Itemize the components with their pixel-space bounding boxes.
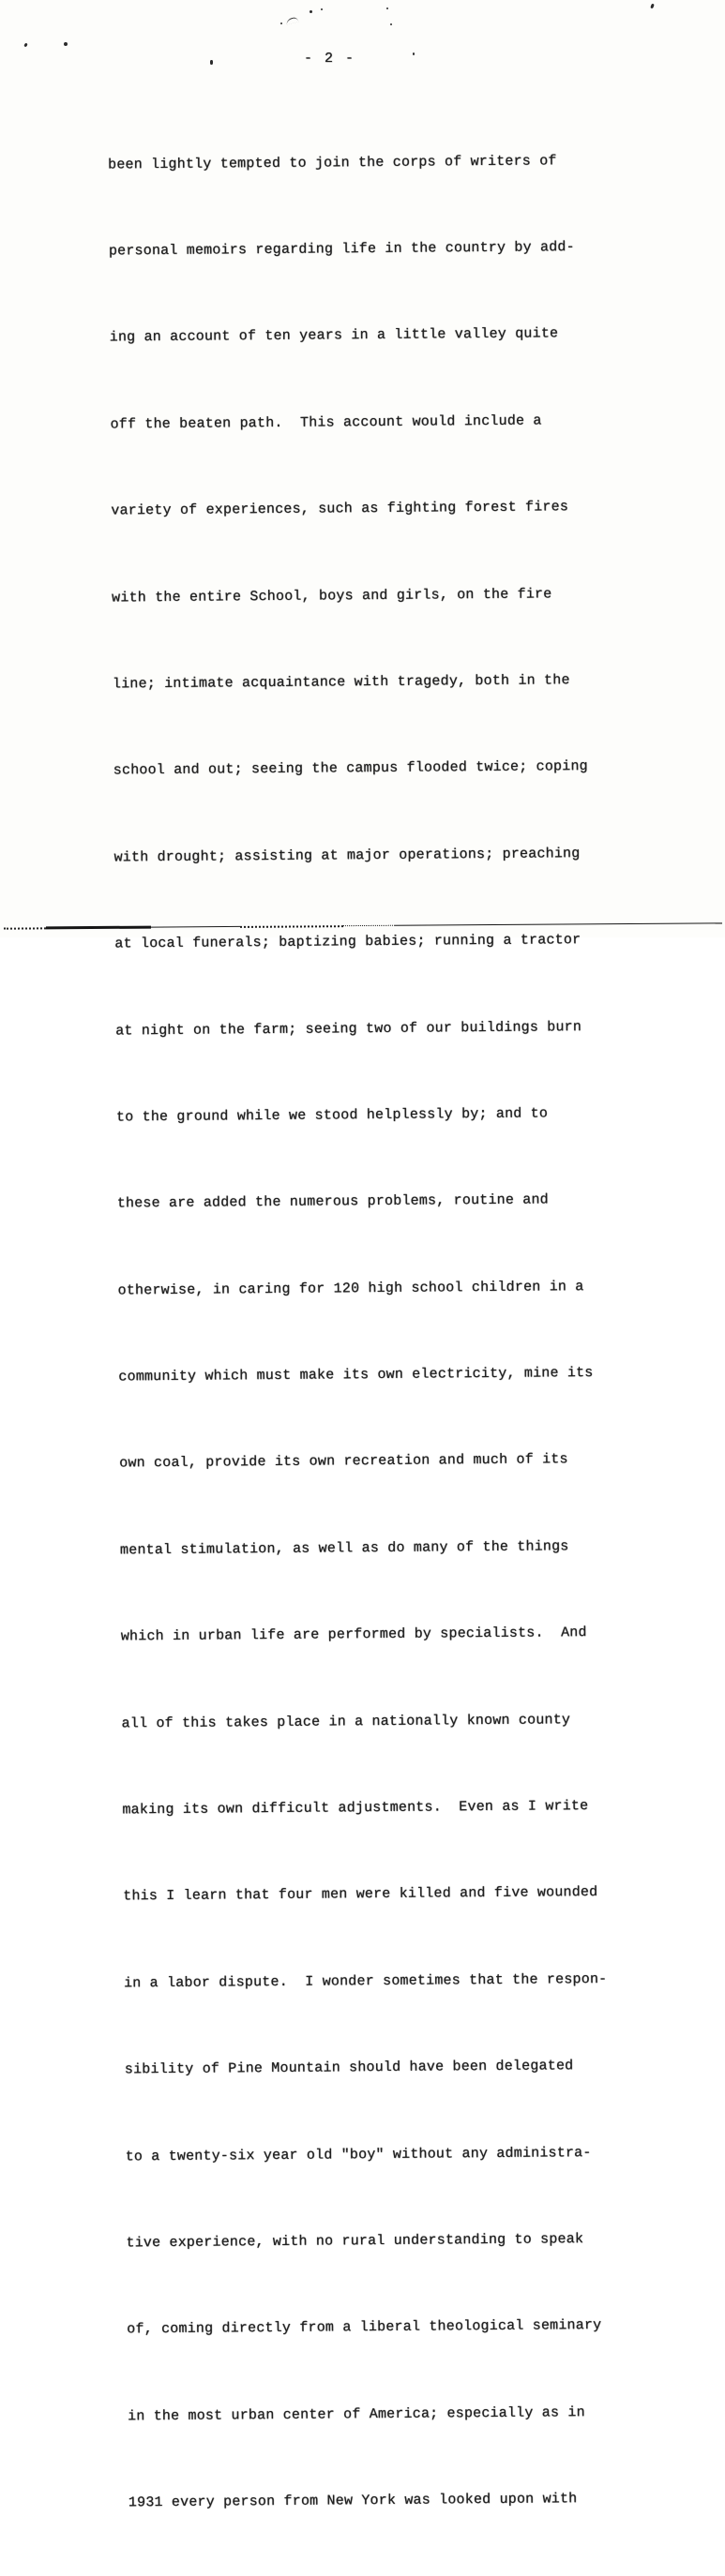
page-number: - 2 -: [304, 51, 356, 67]
scan-speck: [210, 60, 213, 65]
text-line: own coal, provide its own recreation and much of its: [119, 1451, 568, 1472]
edge-line-segment: [46, 926, 151, 930]
text-line: ing an account of ten years in a little valley quite: [109, 325, 559, 346]
text-line: with the entire School, boys and girls, on the fire: [112, 585, 552, 607]
scan-smudge: [285, 17, 298, 25]
text-line: line; intimate acquaintance with tragedy, both in the: [112, 672, 570, 693]
text-line: been lightly tempted to join the corps of writers of: [108, 152, 557, 173]
edge-line-segment: [240, 925, 343, 928]
text-line: community which must make its own electricity, mine its: [118, 1365, 594, 1385]
text-line: 1931 every person from New York was looked upon with: [128, 2491, 578, 2511]
scan-speck: [23, 43, 28, 48]
edge-line-segment: [395, 922, 722, 926]
text-line: at night on the farm; seeing two of our buildings burn: [115, 1018, 582, 1039]
document-body: [107, 89, 654, 2576]
scan-speck: [386, 7, 388, 9]
text-line: with drought; assisting at major operations; preaching: [113, 845, 581, 866]
scan-speck: [64, 42, 68, 46]
text-line: off the beaten path. This account would include a: [110, 412, 542, 433]
text-line: of, coming directly from a liberal theological seminary: [127, 2317, 602, 2338]
text-line: school and out; seeing the campus flooded twice; coping: [113, 758, 588, 779]
text-line: otherwise, in caring for 120 high school children in a: [117, 1278, 584, 1299]
text-line: this I learn that four men were killed and five wounded: [123, 1884, 598, 1905]
edge-line-segment: [4, 927, 46, 929]
text-line: these are added the numerous problems, routine and: [116, 1191, 549, 1212]
scan-speck: [310, 10, 312, 13]
text-line: tive experience, with no rural understanding to speak: [126, 2231, 584, 2252]
text-line: variety of experiences, such as fighting forest fires: [111, 499, 569, 519]
scan-speck: [321, 8, 323, 10]
text-line: in the most urban center of America; especially as in: [128, 2404, 585, 2425]
text-line: in a labor dispute. I wonder sometimes that the respon-: [123, 1970, 608, 1992]
text-line: mental stimulation, as well as do many of the things: [119, 1538, 569, 1559]
text-line: to a twenty-six year old "boy" without any administra-: [125, 2144, 592, 2164]
text-line: making its own difficult adjustments. Even as I write: [122, 1798, 589, 1819]
scan-speck: [413, 52, 415, 55]
text-line: at local funerals; baptizing babies; running a tractor: [114, 932, 582, 952]
edge-line-segment: [151, 925, 240, 927]
text-line: all of this takes place in a nationally known county: [121, 1711, 571, 1732]
text-line: personal memoirs regarding life in the country by add-: [108, 239, 575, 260]
scan-speck: [280, 22, 282, 24]
text-line: to the ground while we stood helplessly by; and to: [115, 1105, 549, 1126]
scan-speck: [390, 23, 392, 25]
edge-line-segment: [343, 925, 395, 926]
text-line: sibility of Pine Mountain should have been delegated: [124, 2058, 574, 2078]
text-line: which in urban life are performed by specialists. And: [120, 1625, 587, 1645]
scan-speck: [650, 4, 655, 9]
